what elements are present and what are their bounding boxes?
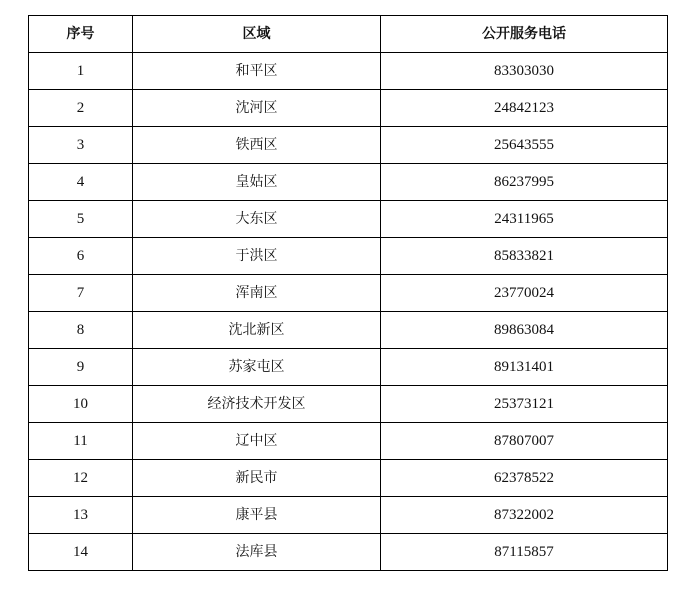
row-district: 沈北新区 xyxy=(133,312,381,349)
row-index: 14 xyxy=(29,534,133,571)
row-district: 浑南区 xyxy=(133,275,381,312)
row-district: 铁西区 xyxy=(133,127,381,164)
table-row xyxy=(29,534,668,571)
row-district: 辽中区 xyxy=(133,423,381,460)
row-district: 法库县 xyxy=(133,534,381,571)
row-district: 和平区 xyxy=(133,53,381,90)
row-phone: 25643555 xyxy=(381,127,668,164)
header-district: 区域 xyxy=(133,16,381,53)
service-phone-table xyxy=(28,15,668,571)
table-row xyxy=(29,275,668,312)
table-row xyxy=(29,127,668,164)
table-row xyxy=(29,238,668,275)
row-phone: 87807007 xyxy=(381,423,668,460)
table-row xyxy=(29,349,668,386)
row-index: 11 xyxy=(29,423,133,460)
row-index: 9 xyxy=(29,349,133,386)
row-phone: 87322002 xyxy=(381,497,668,534)
row-district: 沈河区 xyxy=(133,90,381,127)
table-row xyxy=(29,423,668,460)
row-district: 大东区 xyxy=(133,201,381,238)
row-district: 康平县 xyxy=(133,497,381,534)
row-index: 4 xyxy=(29,164,133,201)
row-index: 6 xyxy=(29,238,133,275)
row-phone: 87115857 xyxy=(381,534,668,571)
row-index: 13 xyxy=(29,497,133,534)
header-phone: 公开服务电话 xyxy=(381,16,668,53)
row-index: 10 xyxy=(29,386,133,423)
row-district: 苏家屯区 xyxy=(133,349,381,386)
table-row xyxy=(29,386,668,423)
row-index: 7 xyxy=(29,275,133,312)
table-row xyxy=(29,497,668,534)
row-phone: 89131401 xyxy=(381,349,668,386)
table-row xyxy=(29,460,668,497)
row-district: 皇姑区 xyxy=(133,164,381,201)
table-row xyxy=(29,164,668,201)
row-phone: 89863084 xyxy=(381,312,668,349)
table-row xyxy=(29,201,668,238)
row-phone: 23770024 xyxy=(381,275,668,312)
row-index: 12 xyxy=(29,460,133,497)
row-phone: 24842123 xyxy=(381,90,668,127)
table-row xyxy=(29,53,668,90)
row-index: 1 xyxy=(29,53,133,90)
row-index: 8 xyxy=(29,312,133,349)
row-phone: 24311965 xyxy=(381,201,668,238)
row-phone: 25373121 xyxy=(381,386,668,423)
row-index: 5 xyxy=(29,201,133,238)
header-index: 序号 xyxy=(29,16,133,53)
row-district: 于洪区 xyxy=(133,238,381,275)
row-index: 2 xyxy=(29,90,133,127)
row-phone: 86237995 xyxy=(381,164,668,201)
row-district: 新民市 xyxy=(133,460,381,497)
row-district: 经济技术开发区 xyxy=(133,386,381,423)
table-row xyxy=(29,90,668,127)
row-phone: 83303030 xyxy=(381,53,668,90)
row-phone: 85833821 xyxy=(381,238,668,275)
table-row xyxy=(29,312,668,349)
row-phone: 62378522 xyxy=(381,460,668,497)
table-header-row xyxy=(29,16,668,53)
row-index: 3 xyxy=(29,127,133,164)
